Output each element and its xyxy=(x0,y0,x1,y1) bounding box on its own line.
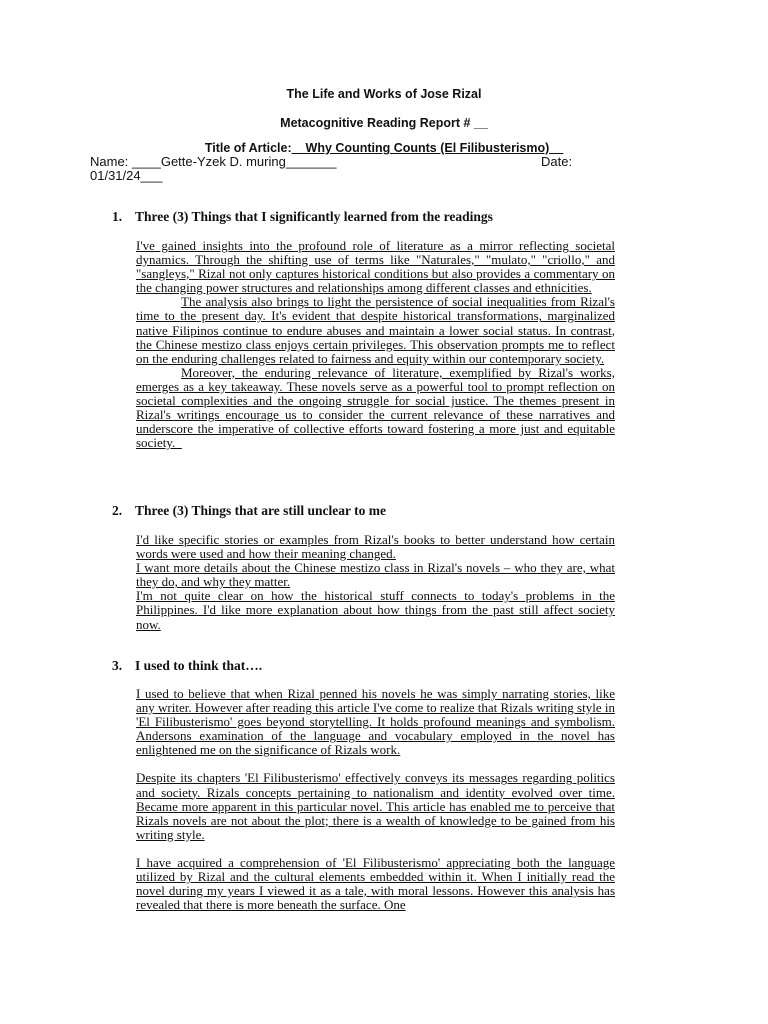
date-label: Date: xyxy=(541,154,573,169)
paragraph-gap xyxy=(136,842,615,856)
paragraph: Despite its chapters 'El Filibusterismo' effectively conveys its messages regarding politics and society. Rizals concepts pertaining to nationalism and identity evolved over time. Became more apparent in this particular novel. This article has enabled me to perceive that Rizals novels are not about the plot; there is a wealth of knowledge to be gained from his writing style. xyxy=(136,770,615,842)
course-title: The Life and Works of Jose Rizal xyxy=(286,87,482,101)
section-heading-2 xyxy=(112,503,632,519)
section-heading-1 xyxy=(112,209,632,225)
paragraph: I used to believe that when Rizal penned his novels he was simply narrating stories, like any writer. However after reading this article I've come to realize that Rizals writing style in 'El Filibusterismo' goes beyond storytelling. It holds profound meanings and symbolism. Andersons examination of the language and vocabulary employed in the novel has enlightened me on the significance of Rizals work. xyxy=(136,686,615,758)
article-title-line xyxy=(0,141,768,155)
section-heading-text: Three (3) Things that I significantly learned from the readings xyxy=(135,209,493,224)
section-heading-3 xyxy=(112,658,632,674)
paragraph: I've gained insights into the profound role of literature as a mirror reflecting societal dynamics. Through the shifting use of terms like "Naturales," "mulato," "criollo," and "sangleys," Rizal not only captures historical conditions but also provides a commentary on the changing power structures and relationships among different classes and ethnicities. xyxy=(136,238,615,296)
section-number: 2. xyxy=(112,503,123,518)
paragraph-gap xyxy=(136,757,615,771)
section-body-1 xyxy=(136,239,615,450)
section-heading-text: I used to think that…. xyxy=(135,658,263,673)
report-title: Metacognitive Reading Report # __ xyxy=(280,116,488,130)
article-label: Title of Article: xyxy=(204,141,292,155)
paragraph: Moreover, the enduring relevance of literature, exemplified by Rizal's works, emerges as a key takeaway. These novels serve as a powerful tool to prompt reflection on societal complexities and the ongoing struggle for social justice. The themes present in Rizal's writings encourage us to consider the current relevance of these narratives and underscore the imperative of collective efforts toward fostering a more just and equitable society._ xyxy=(136,364,615,451)
section-number: 3. xyxy=(112,658,123,673)
paragraph: I have acquired a comprehension of 'El Filibusterismo' appreciating both the language utilized by Rizal and the cultural elements embedded within it. When I initially read the novel during my years I viewed it as a tale, with moral lessons. However this analysis has revealed that there is more beneath the surface. One xyxy=(136,854,615,913)
name-line xyxy=(90,154,590,169)
section-body-3 xyxy=(136,687,615,912)
name-label: Name: xyxy=(90,154,129,169)
section-body-2 xyxy=(136,533,615,632)
paragraph: I'd like specific stories or examples from Rizal's books to better understand how certain words were used and how their meaning changed. xyxy=(136,532,615,562)
section-number: 1. xyxy=(112,209,123,224)
paragraph: I'm not quite clear on how the historical stuff connects to today's problems in the Philippines. I'd like more explanation about how things from the past still affect society now. xyxy=(136,588,615,632)
paragraph: I want more details about the Chinese mestizo class in Rizal's novels – who they are, what they do, and why they matter. xyxy=(136,560,615,590)
section-heading-text: Three (3) Things that are still unclear to me xyxy=(135,503,386,518)
name-value: ____Gette-Yzek D. muring_______ xyxy=(131,154,337,169)
paragraph: The analysis also brings to light the persistence of social inequalities from Rizal's time to the present day. It's evident that despite historical transformations, marginalized native Filipinos continue to endure abuses and maintain a lower social status. In contrast, the Chinese mestizo class enjoys certain privileges. This observation prompts me to reflect on the enduring challenges related to fairness and equity within our contemporary society. xyxy=(136,294,615,366)
article-title: __Why Counting Counts (El Filibusterismo)__ xyxy=(291,141,564,155)
date-value: 01/31/24___ xyxy=(90,168,163,183)
